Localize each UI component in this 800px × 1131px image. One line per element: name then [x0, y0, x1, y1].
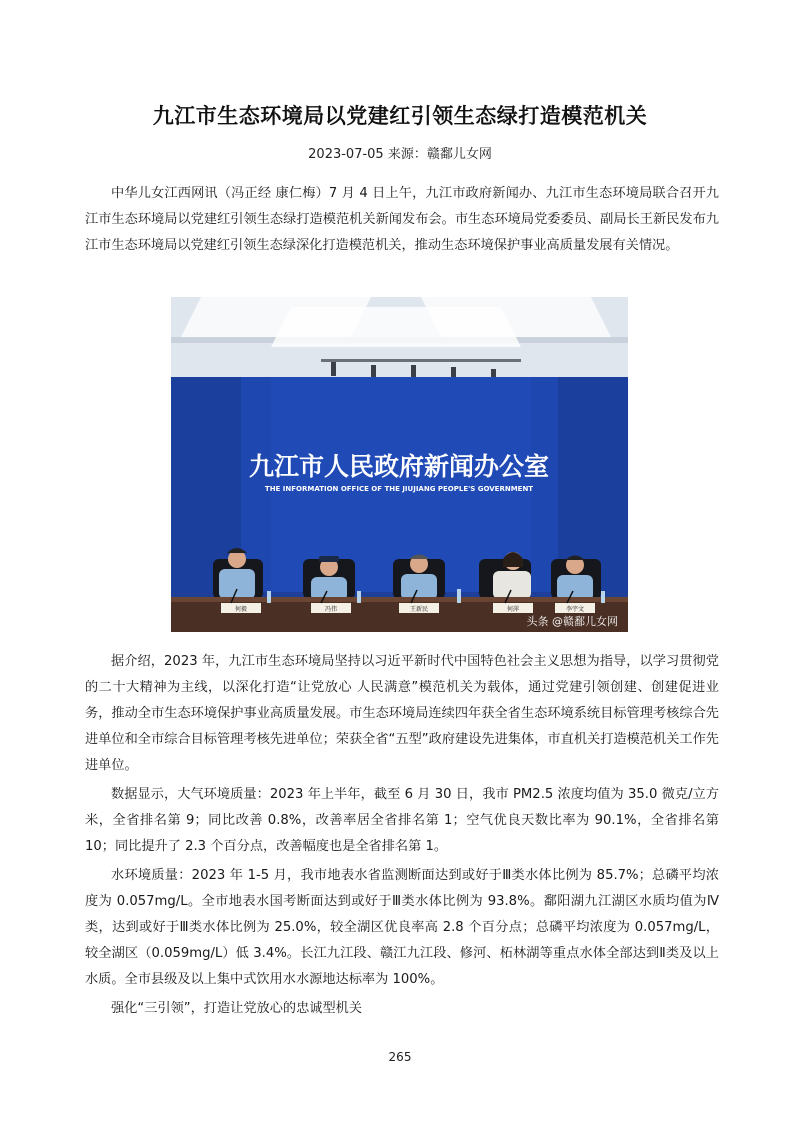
paragraph-overview: 据介绍，2023 年，九江市生态环境局坚持以习近平新时代中国特色社会主义思想为指导，以学习贯彻党的二十大精神为主线，以深化打造“让党放心 人民满意”模范机关为载体，通过党建引领创建、创建促进业务，推动全市生态环境保护事业高质量发展。市生态环境局连续四年获全省生态环境系统目标管理考核综合先进单位和全市综合目标管理考核先进单位；荣获全省“五型”政府建设先进集体，市直机关打造模范机关工作先进单位。	[85, 654, 719, 773]
paragraph-water-quality: 水环境质量：2023 年 1-5 月，我市地表水省监测断面达到或好于Ⅲ类水体比例为 85.7%；总磷平均浓度为 0.057mg/L。全市地表水国考断面达到或好于Ⅲ类水体比例为 93.8%。鄱阳湖九江湖区水质均值为Ⅳ类，达到或好于Ⅲ类水体比例为 25.0%，较全湖区优良率高 2.8 个百分点；总磷平均浓度为 0.057mg/L，较全湖区（0.059mg/L）低 3.4%。长江九江段、赣江九江段、修河、柘林湖等重点水体全部达到Ⅱ类及以上水质。全市县级及以上集中式饮用水水源地达标率为 100%。	[85, 868, 719, 987]
press-conference-photo	[171, 297, 628, 632]
article-title: 九江市生态环境局以党建红引领生态绿打造模范机关	[152, 104, 648, 128]
article-meta: 2023-07-05 来源：赣鄱儿女网	[308, 147, 492, 162]
nameplate-3: 王新民	[409, 606, 429, 613]
nameplate-5: 李宇文	[565, 606, 585, 613]
photo-watermark: 头条 @赣鄱儿女网	[526, 615, 618, 628]
nameplate-4: 何萍	[506, 606, 520, 613]
paragraph-section-heading: 强化“三引领”，打造让党放心的忠诚型机关	[111, 1001, 363, 1016]
nameplate-1: 何毅	[234, 606, 248, 613]
nameplate-2: 冯伟	[324, 606, 338, 613]
backdrop-subtitle: THE INFORMATION OFFICE OF THE JIUJIANG PEOPLE'S GOVERNMENT	[264, 485, 534, 493]
paragraph-air-quality: 数据显示，大气环境质量：2023 年上半年，截至 6 月 30 日，我市 PM2.5 浓度均值为 35.0 微克/立方米，全省排名第 9；同比改善 0.8%，改善率居全省排名第 1；空气优良天数比率为 90.1%，全省排名第 10；同比提升了 2.3 个百分点，改善幅度也是全省排名第 1。	[85, 787, 719, 854]
paragraph-intro: 中华儿女江西网讯（冯正经 康仁梅）7 月 4 日上午，九江市政府新闻办、九江市生态环境局联合召开九江市生态环境局以党建红引领生态绿打造模范机关新闻发布会。市生态环境局党委委员、副局长王新民发布九江市生态环境局以党建红引领生态绿深化打造模范机关，推动生态环境保护事业高质量发展有关情况。	[85, 186, 719, 253]
page-number: 265	[388, 1050, 412, 1064]
backdrop-title: 九江市人民政府新闻办公室	[248, 452, 550, 481]
